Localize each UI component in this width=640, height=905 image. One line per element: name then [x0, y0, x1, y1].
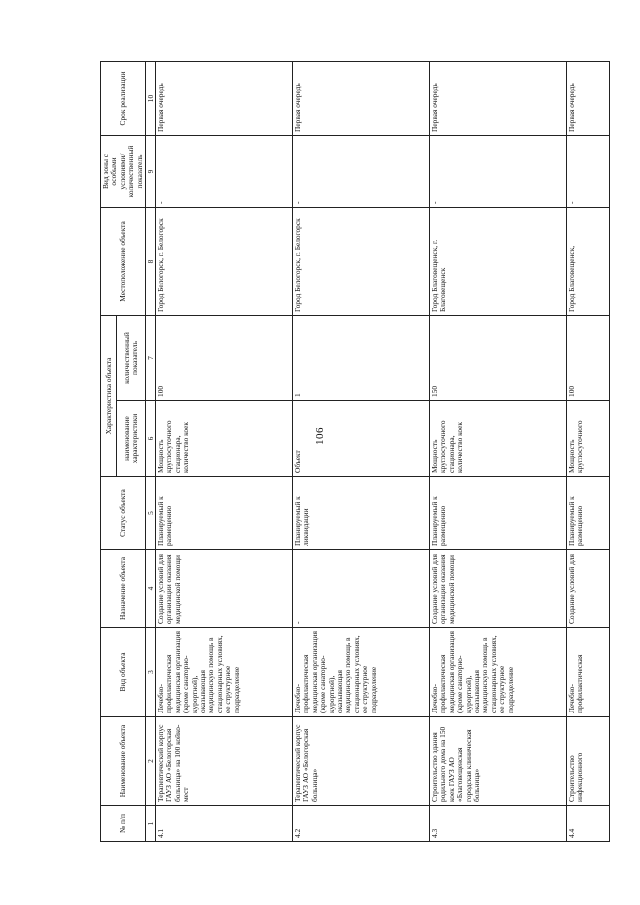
header-characteristics: Характеристика объекта [101, 315, 117, 476]
cell-zone: - [430, 135, 567, 207]
cell-num: 4.2 [293, 806, 430, 842]
header-zone: Вид зоны с особыми условиями/ количественный показатель [101, 135, 146, 207]
rotated-table-container [100, 62, 600, 842]
cell-num: 4.3 [430, 806, 567, 842]
column-number: 8 [146, 207, 156, 315]
cell-num: 4.4 [567, 806, 610, 842]
cell-type: Лечебно-профилактическая медицинская организация (кроме санаторно-курортной), оказывающая медицинскую помощь в стационарных условиях, ее структурное подразделение [156, 628, 293, 717]
header-num: № п/п [101, 806, 146, 842]
cell-term: Первая очередь [293, 61, 430, 135]
page-number: 106 [314, 427, 326, 445]
cell-name: Терапевтический корпус ГАУЗ АО «Белогорская больница» [293, 717, 430, 806]
cell-term: Первая очередь [430, 61, 567, 135]
cell-name: Терапевтический корпус ГАУЗ АО «Белогорская больница» на 100 койко-мест [156, 717, 293, 806]
column-number: 5 [146, 477, 156, 550]
column-number: 6 [146, 401, 156, 477]
cell-location: Город Благовещенск, [567, 207, 610, 315]
cell-name: Строительство здания родильного дома на 150 коек ГАУЗ АО «Благовещенская городская клиническая больница» [430, 717, 567, 806]
column-number: 1 [146, 806, 156, 842]
cell-purpose: Создание условий для организации оказания медицинской помощи [430, 550, 567, 628]
cell-status: Планируемый к ликвидации [293, 477, 430, 550]
header-char-value: количественный показатель [117, 315, 146, 400]
cell-status: Планируемый к размещению [156, 477, 293, 550]
cell-char-name: Объект [293, 401, 430, 477]
column-number: 3 [146, 628, 156, 717]
objects-table [100, 61, 610, 842]
column-number: 7 [146, 315, 156, 400]
cell-zone: - [567, 135, 610, 207]
cell-char-value: 150 [430, 315, 567, 400]
header-location: Местоположение объекта [101, 207, 146, 315]
header-type: Вид объекта [101, 628, 146, 717]
header-purpose: Назначение объекта [101, 550, 146, 628]
header-row [101, 61, 117, 841]
cell-term: Первая очередь [156, 61, 293, 135]
header-status: Статус объекта [101, 477, 146, 550]
cell-location: Город Белогорск, г. Белогорск [156, 207, 293, 315]
cell-char-value: 100 [156, 315, 293, 400]
column-numbers-row [146, 61, 156, 841]
cell-type: Лечебно-профилактическая медицинская организация (кроме санаторно-курортной), оказывающая медицинскую помощь в стационарных условиях, ее структурное подразделение [293, 628, 430, 717]
column-number: 4 [146, 550, 156, 628]
cell-purpose: - [293, 550, 430, 628]
cell-char-value: 100 [567, 315, 610, 400]
cell-term: Первая очередь [567, 61, 610, 135]
column-number: 10 [146, 61, 156, 135]
table-row [293, 61, 430, 841]
cell-purpose: Создание условий для [567, 550, 610, 628]
header-name: Наименование объекта [101, 717, 146, 806]
cell-char-name: Мощность круглосуточного стационара, количество коек [430, 401, 567, 477]
cell-type: Лечебно-профилактическая [567, 628, 610, 717]
table-row [567, 61, 610, 841]
cell-char-name: Мощность круглосуточного [567, 401, 610, 477]
cell-num: 4.1 [156, 806, 293, 842]
header-char-name: наименование характеристики [117, 401, 146, 477]
cell-status: Планируемый к размещению [567, 477, 610, 550]
cell-zone: - [293, 135, 430, 207]
table-row [156, 61, 293, 841]
cell-type: Лечебно-профилактическая медицинская организация (кроме санаторно-курортной), оказывающая медицинскую помощь в стационарных условиях, ее структурное подразделение [430, 628, 567, 717]
table-row [430, 61, 567, 841]
cell-purpose: Создание условий для организации оказания медицинской помощи [156, 550, 293, 628]
column-number: 9 [146, 135, 156, 207]
cell-location: Город Благовещенск, г. Благовещенск [430, 207, 567, 315]
cell-zone: - [156, 135, 293, 207]
cell-char-value: 1 [293, 315, 430, 400]
column-number: 2 [146, 717, 156, 806]
cell-location: Город Белогорск, г. Белогорск [293, 207, 430, 315]
cell-name: Строительство инфекционного [567, 717, 610, 806]
cell-char-name: Мощность круглосуточного стационара, количество коек [156, 401, 293, 477]
cell-status: Планируемый к размещению [430, 477, 567, 550]
header-term: Срок реализации [101, 61, 146, 135]
